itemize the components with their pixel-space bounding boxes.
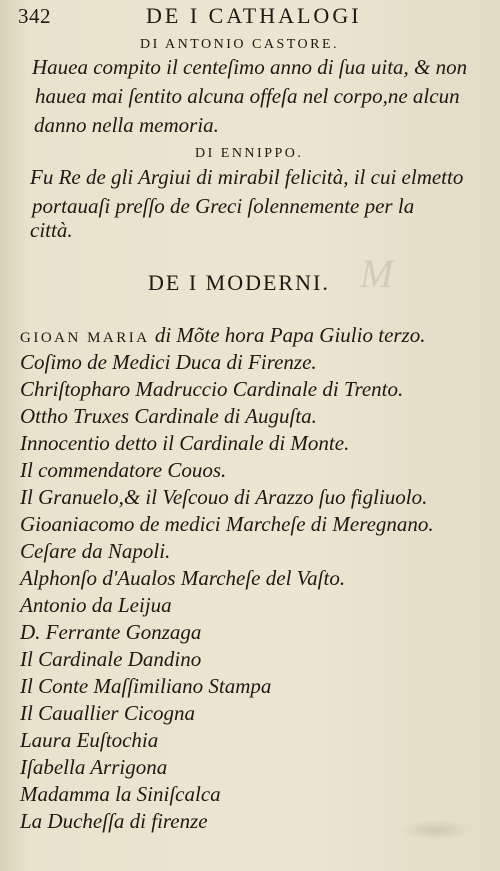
name-line: La Ducheſſa di firenze [20, 809, 208, 833]
section-heading-antonio: DI ANTONIO CASTORE. [140, 37, 340, 52]
show-through-text: M [360, 251, 394, 296]
name-line-first [20, 323, 425, 348]
section-heading-ennippo: DI ENNIPPO. [195, 146, 304, 161]
text-line: haueа mai ſentito alcuna offeſa nel corpo,ne alcun [35, 84, 460, 108]
name-line: Coſimo de Medici Duca di Firenze. [20, 350, 317, 374]
name-line: Gioaniacomo de medici Marcheſe di Meregnano. [20, 512, 434, 536]
name-line: Madamma la Siniſcalca [20, 782, 221, 806]
name-line: Ottho Truxes Cardinale di Auguſta. [20, 404, 317, 428]
name-line: Ceſare da Napoli. [20, 539, 171, 563]
name-line: Innocentio detto il Cardinale di Monte. [20, 431, 350, 455]
name-line: Antonio da Leijua [20, 593, 172, 617]
text-line: portauaſi preſſo de Greci ſolennemente per la [32, 194, 415, 218]
first-name-rest: di Mõte hora Papa Giulio terzo. [154, 323, 426, 347]
name-line: Il Conte Maſſimiliano Stampa [20, 674, 272, 698]
name-line: Chriſtopharo Madruccio Cardinale di Trento. [20, 377, 404, 401]
first-name-caps: GIOAN MARIA [20, 330, 150, 346]
page-smudge [400, 820, 470, 840]
name-line: D. Ferrante Gonzaga [20, 620, 202, 644]
text-line: Fu Re de gli Argiui di mirabil felicità, il cui elmetto [30, 165, 464, 189]
name-line: Il Cardinale Dandino [20, 647, 202, 671]
name-line: Il commendatore Couos. [20, 458, 227, 482]
text-line: città. [30, 218, 73, 242]
running-title: DE I CATHALOGI [146, 3, 362, 28]
section-title-moderni: DE I MODERNI. [148, 270, 330, 295]
name-line: Il Granuelo,& il Veſcouo di Arazzo ſuo figliuolo. [20, 485, 428, 509]
page-number: 342 [18, 4, 51, 28]
name-line: Iſabella Arrigona [20, 755, 168, 779]
text-line: danno nella memoria. [34, 113, 219, 137]
name-line: Alphonſo d'Aualos Marcheſe del Vaſto. [20, 566, 346, 590]
name-line: Il Cauallier Cicogna [20, 701, 195, 725]
name-line: Laura Euſtochia [20, 728, 159, 752]
text-line: Haueа compito il centeſimo anno di ſua uita, & non [32, 55, 468, 79]
page-header [18, 2, 488, 30]
